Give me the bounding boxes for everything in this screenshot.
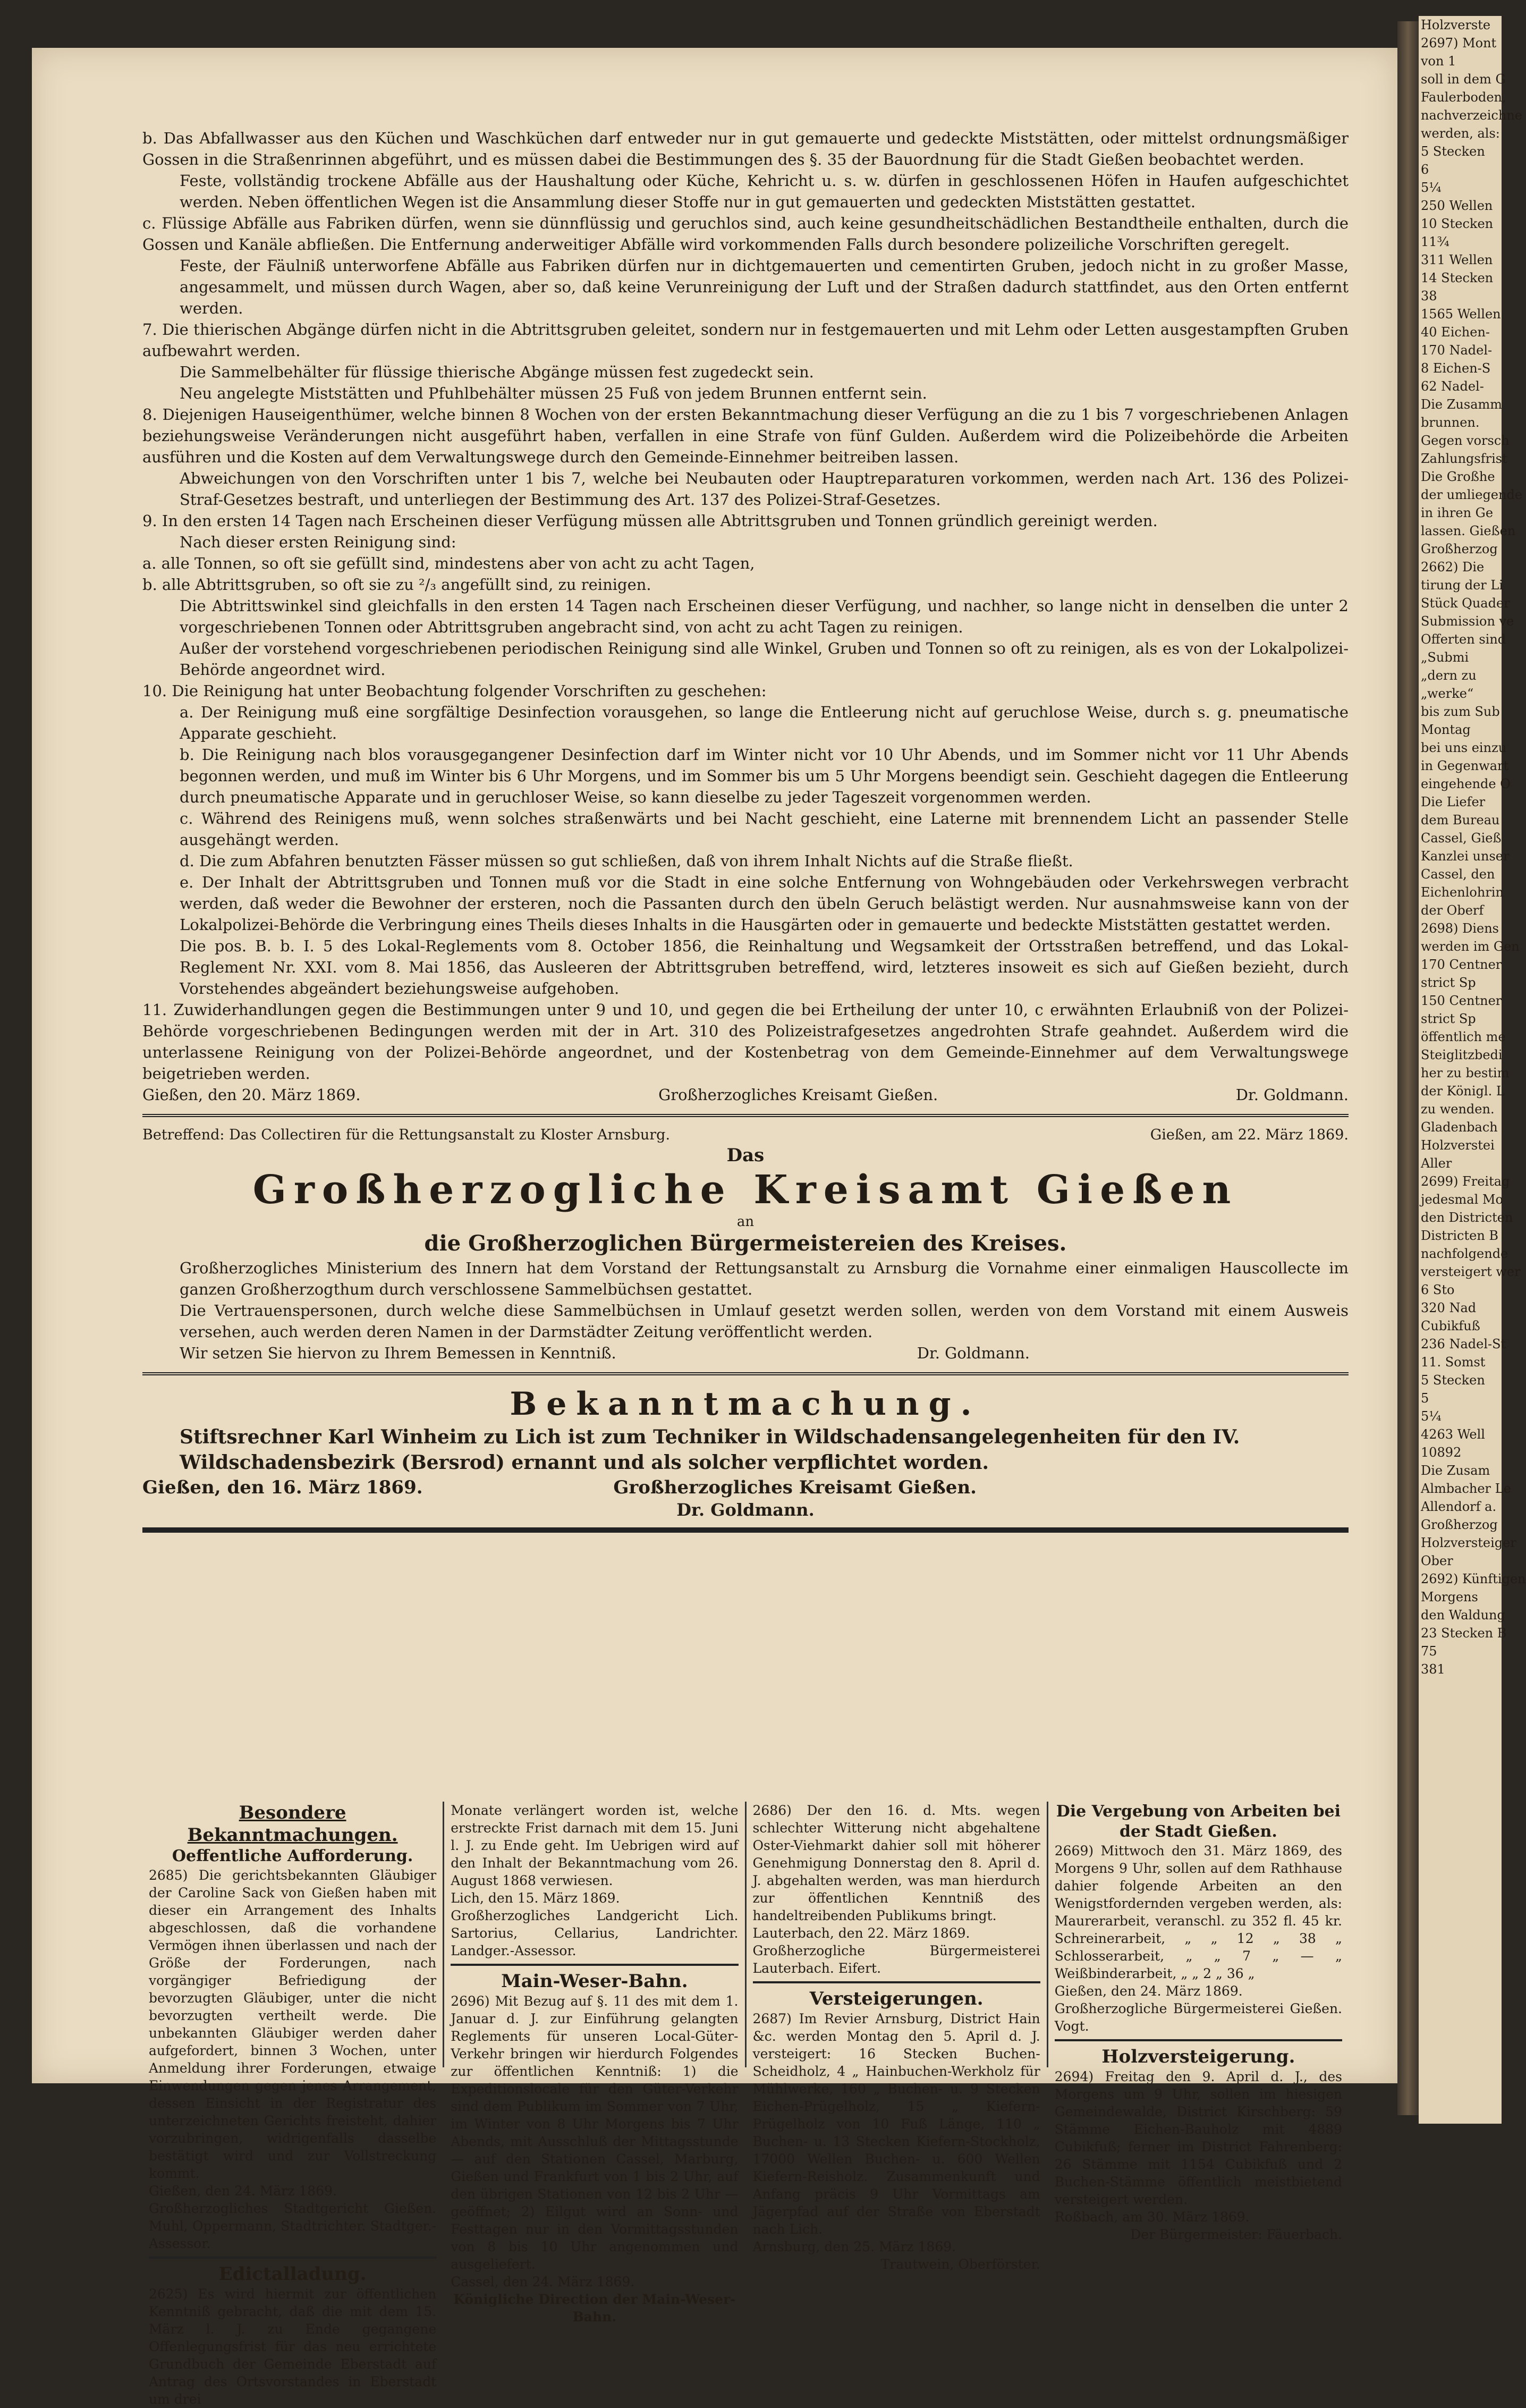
regulation-paragraph: Abweichungen von den Vorschriften unter 1 bis 7, welche bei Neubauten oder Hauptreparaturen vorkommen, werden nach Art. 136 des Polizei-Straf-Gesetzes bestraft, und unterliegen der Bestimmung des Art. 137 des Polizei-Straf-Gesetzes.	[180, 469, 1349, 509]
regulation-paragraph: a. Der Reinigung muß eine sorgfältige Desinfection vorausgehen, so lange die Entleerung nicht auf geruchlose Weise, durch s. g. pneumatische Apparate geschieht.	[180, 703, 1349, 742]
adjacent-page-text: 2697) Mont	[1421, 36, 1497, 50]
adjacent-page-text: 2698) Diens	[1421, 921, 1499, 936]
adjacent-page-text: Holzverstei	[1421, 1138, 1495, 1153]
col1-signature: Großherzogliches Stadtgericht Gießen. Muhl, Oppermann, Stadtrichter. Stadtger.-Assessor.	[149, 2201, 437, 2251]
bekanntmachung-title: Bekanntmachung.	[510, 1385, 981, 1423]
kreisamt-body-3: Wir setzen Sie hiervon zu Ihrem Bemessen in Kenntniß.	[180, 1344, 616, 1362]
adjacent-page-text: 2699) Freitag	[1421, 1174, 1510, 1189]
col2-divider	[451, 1964, 738, 1966]
adjacent-page-text: der umliegende	[1421, 487, 1523, 502]
adjacent-page-text: den Districten	[1421, 1210, 1513, 1225]
col3-signature: Großherzogliche Bürgermeisterei Lauterbach. Eifert.	[752, 1943, 1040, 1976]
section-divider	[142, 1114, 1349, 1117]
col2-date-2: Cassel, den 24. März 1869.	[451, 2274, 635, 2289]
adjacent-page-text: 10 Stecken	[1421, 216, 1494, 231]
adjacent-page-text: Submission ve	[1421, 614, 1514, 629]
col2-heading: Main-Weser-Bahn.	[501, 1971, 688, 1992]
col3-body-2: 2687) Im Revier Arnsburg, District Hain &c. werden Montag den 5. April d. J. versteigert: 16 Stecken Buchen-Scheidholz, 4 „ Hainbuchen-Werkholz für Mühlwerke, 160 „ Buchen- u. 9 Stecken Eichen-Prügelholz, 15 „ Kiefern-Prügelholz von 10 Fuß Länge, 110 „ Buchen- u. 13 Stecken Kiefern-Stockholz, 17000 Wellen Buchen- u. 600 Wellen Kiefern-Reisholz. Zusammenkunft und Anfang präcis 9 Uhr Vormittags am Jägerpfad auf der Straße von Eberstadt nach Lich.	[752, 2011, 1040, 2237]
adjacent-page-text: 311 Wellen	[1421, 252, 1493, 267]
adjacent-page-text: Almbacher Le	[1421, 1481, 1511, 1496]
adjacent-page-text: 381	[1421, 1662, 1445, 1677]
col4-date-2: Roßbach, am 30. März 1869.	[1054, 2209, 1250, 2225]
adjacent-page-text: Kanzlei unser	[1421, 849, 1510, 864]
adjacent-page-text: Gladenbach	[1421, 1120, 1498, 1135]
adjacent-page-text: jedesmal Mo	[1421, 1192, 1503, 1207]
announcement-columns	[142, 1802, 1349, 2407]
col1-body: 2685) Die gerichtsbekannten Gläubiger der Caroline Sack von Gießen haben mit dieser ein Arrangement des Inhalts abgeschlossen, daß die vorhandene Vermögen ihnen überlassen und nach der Größe der Forderungen, nach vorgängiger Befriedigung der bevorzugten Gläubiger, unter die nicht bevorzugten vertheilt werde. Die unbekannten Gläubiger werden daher aufgefordert, binnen 3 Wochen, unter Anmeldung ihrer Forderungen, etwaige Einwendungen gegen jenes Arrangement, dessen Einsicht in der Registratur des unterzeichneten Gerichts freisteht, dahier vorzubringen, widrigenfalls dasselbe bestätigt wird und zur Vollstreckung kommt.	[149, 1868, 437, 2181]
adjacent-page-text: 6 Sto	[1421, 1282, 1455, 1297]
adjacent-page-text: Allendorf a.	[1421, 1499, 1497, 1514]
col1-subheading: Oeffentliche Aufforderung.	[172, 1847, 413, 1865]
adjacent-page-text: Cubikfuß	[1421, 1319, 1480, 1333]
column-2	[444, 1802, 746, 2325]
adjacent-page-text: 75	[1421, 1644, 1437, 1659]
adjacent-page-text: 11¾	[1421, 234, 1449, 249]
col2-signature: Großherzogliches Landgericht Lich. Sartorius, Cellarius, Landrichter. Landger.-Assessor.	[451, 1908, 739, 1958]
heavy-divider	[142, 1527, 1349, 1533]
adjacent-page-text: 11. Somst	[1421, 1355, 1486, 1370]
regulation-paragraph: Nach dieser ersten Reinigung sind:	[180, 533, 456, 551]
regulation-paragraph: Außer der vorstehend vorgeschriebenen periodischen Reinigung sind alle Winkel, Gruben und Tonnen so oft zu reinigen, als es von der Lokalpolizei-Behörde angeordnet wird.	[180, 639, 1349, 679]
col4-date: Gießen, den 24. März 1869.	[1054, 1983, 1243, 1999]
regulation-paragraphs	[142, 128, 1349, 1084]
adjacent-page-edge	[1419, 16, 1526, 2124]
col4-signature-2: Der Bürgermeister: Fäuerbach.	[1130, 2227, 1342, 2242]
regulation-paragraph: 11. Zuwiderhandlungen gegen die Bestimmungen unter 9 und 10, und gegen die bei Ertheilung der unter 10, c erwähnten Erlaubniß von der Polizei-Behörde vorgeschriebenen Bedingungen werden mit der in Art. 310 des Polizeistrafgesetzes angedrohten Strafe geahndet. Außerdem wird die unterlassene Reinigung von der Polizei-Behörde angeordnet, und der Kostenbetrag von dem Gemeinde-Einnehmer auf dem Verwaltungswege beigetrieben werden.	[142, 1001, 1349, 1083]
adjacent-page-text: 8 Eichen-S	[1421, 361, 1491, 376]
adjacent-page-text: 170 Nadel-	[1421, 343, 1493, 358]
adjacent-page-text: 250 Wellen	[1421, 198, 1493, 213]
adjacent-page-text: 4263 Well	[1421, 1427, 1485, 1442]
kreisamt-subtitle: die Großherzoglichen Bürgermeistereien des Kreises.	[424, 1231, 1067, 1256]
kreisamt-signature: Dr. Goldmann.	[917, 1344, 1030, 1362]
bekanntmachung-body: Stiftsrechner Karl Winheim zu Lich ist zum Techniker in Wildschadensangelegenheiten für den IV. Wildschadensbezirk (Bersrod) ernannt und als solcher verpflichtet worden.	[180, 1426, 1240, 1474]
adjacent-page-text: werden, als:	[1421, 126, 1500, 141]
adjacent-page-text: Steiglitzbedi	[1421, 1047, 1503, 1062]
adjacent-page-text: 5 Stecken	[1421, 144, 1485, 159]
adjacent-page-text: Großherzog	[1421, 1517, 1498, 1532]
col1-body-2: 2625) Es wird hiermit zur öffentlichen Kenntniß gebracht, daß die mit dem 15. März l. J. zu Ende gegangene Offenlegungsfrist für das neu errichtete Grundbuch der Gemeinde Eberstadt auf Antrag des Ortsvorstandes in Eberstadt um drei	[149, 2286, 437, 2407]
regulation-paragraph: e. Der Inhalt der Abtrittsgruben und Tonnen muß vor die Stadt in eine solche Entfernung von Wohngebäuden oder Verkehrswegen verbracht werden, daß weder die Bewohner der ersteren, noch die Passanten durch den übeln Geruch belästigt werden. Nur ausnahmsweise kann von der Lokalpolizei-Behörde die Verbringung eines Theils dieses Inhalts in die Hausgärten oder in gemauerte und bedeckte Miststätten gestattet werden.	[180, 873, 1349, 934]
adjacent-page-text: „werke“	[1421, 686, 1474, 701]
regulation-paragraph: 10. Die Reinigung hat unter Beobachtung folgender Vorschriften zu geschehen:	[142, 682, 767, 700]
col4-heading: Die Vergebung von Arbeiten bei der Stadt Gießen.	[1056, 1802, 1341, 1841]
adjacent-page-text: Großherzog	[1421, 542, 1498, 556]
regulation-paragraph: 7. Die thierischen Abgänge dürfen nicht in die Abtrittsgruben geleitet, sondern nur in festgemauerten und mit Lehm oder Letten ausgestampften Gruben aufbewahrt werden.	[142, 320, 1349, 360]
adjacent-page-text: Faulerboden,	[1421, 90, 1506, 105]
col3-heading: Versteigerungen.	[809, 1988, 984, 2009]
adjacent-page-text: den Waldung	[1421, 1608, 1505, 1623]
kreisamt-body-1: Großherzogliches Ministerium des Innern hat dem Vorstand der Rettungsanstalt zu Arnsburg die Vornahme einer einmaligen Hauscollecte im ganzen Großherzogthum durch verschlossene Sammelbüchsen gestattet.	[180, 1259, 1349, 1298]
adjacent-page-text: Morgens	[1421, 1590, 1478, 1604]
adjacent-page-text: eingehende O	[1421, 776, 1511, 791]
book-gutter	[1397, 21, 1419, 2115]
signature-row	[142, 1084, 1349, 1105]
col4-body: 2669) Mittwoch den 31. März 1869, des Morgens 9 Uhr, sollen auf dem Rathhause dahier folgende Arbeiten an den Wenigstfordernden vergeben werden, als: Maurerarbeit, veranschl. zu 352 fl. 45 kr. Schreinerarbeit, „ „ 12 „ 38 „ Schlosserarbeit, „ „ 7 „ — „ Weißbinderarbeit, „ „ 2 „ 36 „	[1054, 1843, 1342, 1981]
regulation-paragraph: c. Flüssige Abfälle aus Fabriken dürfen, wenn sie dünnflüssig und geruchlos sind, auch keine gesundheitschädlichen Bestandtheile enthalten, durch die Gossen und Kanäle abfließen. Die Entfernung anderweitiger Abfälle wird vorkommenden Falls durch besondere polizeiliche Vorschriften geregelt.	[142, 214, 1349, 254]
adjacent-page-text: 2662) Die	[1421, 560, 1485, 574]
bekanntmachung-name: Dr. Goldmann.	[676, 1500, 815, 1520]
adjacent-page-text: von 1	[1421, 54, 1456, 69]
adjacent-page-text: Holzverste	[1421, 18, 1491, 32]
adjacent-page-text: Holzversteiger	[1421, 1535, 1516, 1550]
adjacent-page-text: zu wenden.	[1421, 1102, 1495, 1117]
adjacent-page-text: „Submi	[1421, 650, 1469, 665]
regulation-paragraph: Feste, der Fäulniß unterworfene Abfälle aus Fabriken dürfen nur in dichtgemauerten und cementirten Gruben, jedoch nicht in zu großer Masse, angesammelt, und müssen durch Wagen, aber so, daß keine Verunreinigung der Luft und der Straßen dadurch stattfindet, aus den Orten entfernt werden.	[180, 257, 1349, 317]
adjacent-page-text: Montag	[1421, 722, 1471, 737]
col1-divider	[149, 2257, 436, 2259]
col1-heading: Besondere Bekanntmachungen.	[187, 1802, 398, 1846]
regulation-paragraph: c. Während des Reinigens muß, wenn solches straßenwärts und bei Nacht geschieht, eine Laterne mit brennendem Licht an passender Stelle ausgehängt werden.	[180, 809, 1349, 849]
column-3	[747, 1802, 1048, 2272]
adjacent-page-text: Zahlungsfrist	[1421, 451, 1507, 466]
adjacent-page-text: 5 Stecken	[1421, 1373, 1485, 1388]
regulation-paragraph: Die Abtrittswinkel sind gleichfalls in den ersten 14 Tagen nach Erscheinen dieser Verfügung, und nachher, so lange nicht in denselben die unter 2 vorgeschriebenen Tonnen oder Abtrittsgruben angebracht sind, von acht zu acht Tagen zu reinigen.	[180, 597, 1349, 636]
adjacent-page-text: dem Bureau	[1421, 813, 1500, 827]
adjacent-page-text: in ihren Ge	[1421, 505, 1494, 520]
adjacent-page-text: öffentlich me	[1421, 1029, 1506, 1044]
adjacent-page-text: 62 Nadel-	[1421, 379, 1484, 394]
adjacent-page-text: Districten B	[1421, 1228, 1499, 1243]
adjacent-page-text: Die Liefer	[1421, 795, 1486, 809]
adjacent-page-text: „dern zu	[1421, 668, 1477, 683]
col2-body: Monate verlängert worden ist, welche erstreckte Frist darnach mit dem 15. Juni l. J. zu Ende geht. Im Uebrigen wird auf den Inhalt der Bekanntmachung vom 26. August 1868 verwiesen.	[451, 1803, 739, 1888]
adjacent-page-text: nachverzeichne	[1421, 108, 1522, 123]
adjacent-page-text: 5¼	[1421, 180, 1442, 195]
adjacent-page-text: 23 Stecken B	[1421, 1626, 1507, 1641]
bekanntmachung-sign-row	[142, 1475, 1349, 1500]
kreisamt-das: Das	[726, 1145, 765, 1166]
col4-divider	[1055, 2039, 1342, 2041]
kreisamt-body-2: Die Vertrauenspersonen, durch welche diese Sammelbüchsen in Umlauf gesetzt werden sollen, werden von dem Vorstand mit einem Ausweis versehen, auch werden deren Namen in der Darmstädter Zeitung veröffentlicht werden.	[180, 1302, 1349, 1341]
adjacent-page-text: strict Sp	[1421, 975, 1476, 990]
adjacent-page-text: her zu bestim	[1421, 1066, 1510, 1080]
adjacent-page-text: bis zum Sub	[1421, 704, 1500, 719]
adjacent-page-text: werden im Gen	[1421, 939, 1520, 954]
col3-divider	[753, 1981, 1040, 1983]
adjacent-page-text: 5¼	[1421, 1409, 1442, 1424]
signature-name: Dr. Goldmann.	[1235, 1086, 1349, 1104]
adjacent-page-text: 320 Nad	[1421, 1300, 1477, 1315]
adjacent-page-text: 236 Nadel-St	[1421, 1337, 1506, 1351]
adjacent-page-text: Gegen vorsch	[1421, 433, 1510, 448]
regulation-paragraph: Die pos. B. b. I. 5 des Lokal-Reglements vom 8. October 1856, die Reinhaltung und Wegsamkeit der Ortsstraßen betreffend, und das Lokal-Reglement Nr. XXI. vom 8. Mai 1856, das Ausleeren der Abtrittsgruben betreffend, wird, letzteres insoweit es sich auf Gießen bezieht, durch Vorstehendes abgeändert beziehungsweise aufgehoben.	[180, 937, 1349, 998]
adjacent-page-text: versteigert wer	[1421, 1264, 1521, 1279]
column-4	[1048, 1802, 1349, 2242]
adjacent-page-text: 6	[1421, 162, 1429, 177]
col1-heading-2: Edictalladung.	[218, 2263, 367, 2285]
col3-signature-2: Trautwein, Oberförster.	[880, 2257, 1040, 2272]
adjacent-page-text: Die Zusamm	[1421, 397, 1503, 412]
adjacent-page-text: lassen. Gießen	[1421, 523, 1516, 538]
regulation-paragraph: b. Die Reinigung nach blos vorausgegangener Desinfection darf im Winter nicht vor 10 Uhr Abends, und im Sommer nicht vor 11 Uhr Abends begonnen werden, und muß im Winter bis 6 Uhr Morgens, und im Sommer bis um 5 Uhr Morgens beendigt sein. Geschieht dagegen die Entleerung durch pneumatische Apparate und in geruchloser Weise, so kann dieselbe zu jeder Tageszeit vorgenommen werden.	[180, 746, 1349, 806]
adjacent-page-text: bei uns einzu	[1421, 740, 1507, 755]
regulation-paragraph: 8. Diejenigen Hauseigenthümer, welche binnen 8 Wochen von der ersten Bekanntmachung dieser Verfügung an die zu 1 bis 7 vorgeschriebenen Anlagen beziehungsweise Veränderungen nicht ausgeführt haben, verfallen in eine Strafe von fünf Gulden. Außerdem wird die Polizeibehörde die Arbeiten ausführen und die Kosten auf dem Verwaltungswege durch den Gemeinde-Einnehmer beitreiben lassen.	[142, 405, 1349, 466]
adjacent-page-text: Cassel, den	[1421, 867, 1495, 882]
main-text-block	[142, 128, 1349, 1535]
adjacent-page-text: Cassel, Gieß	[1421, 831, 1502, 846]
adjacent-page-text: 1565 Wellen	[1421, 307, 1501, 322]
adjacent-page-text: der Königl. L	[1421, 1084, 1505, 1099]
signature-place-date: Gießen, den 20. März 1869.	[142, 1086, 361, 1104]
kreisamt-closing	[142, 1342, 1349, 1364]
adjacent-page-text: nachfolgende	[1421, 1246, 1508, 1261]
regulation-paragraph: b. Das Abfallwasser aus den Küchen und Waschküchen darf entweder nur in gut gemauerte und gedeckte Miststätten, oder mittelst ordnungsmäßiger Gossen in die Straßenrinnen abgeführt, und es müssen dabei die Bestimmungen des §. 35 der Bauordnung für die Stadt Gießen beobachtet werden.	[142, 129, 1349, 168]
adjacent-page-text: in Gegenwart	[1421, 758, 1509, 773]
adjacent-page-text: 38	[1421, 289, 1437, 303]
section-divider-2	[142, 1372, 1349, 1375]
col1-date: Gießen, den 24. März 1869.	[149, 2183, 337, 2199]
adjacent-page-text: Ober	[1421, 1553, 1453, 1568]
col3-date: Lauterbach, den 22. März 1869.	[752, 1925, 970, 1941]
col2-signature-2: Königliche Direction der Main-Weser-Bahn.	[453, 2292, 736, 2325]
kreisamt-an: an	[736, 1214, 754, 1230]
regulation-paragraph: Neu angelegte Miststätten und Pfuhlbehälter müssen 25 Fuß von jedem Brunnen entfernt sein.	[180, 384, 927, 402]
col4-heading-2: Holzversteigerung.	[1101, 2046, 1295, 2067]
regulation-paragraph: b. alle Abtrittsgruben, so oft sie zu ²/₃ angefüllt sind, zu reinigen.	[142, 576, 651, 594]
adjacent-page-text: 10892	[1421, 1445, 1462, 1460]
adjacent-page-text: 170 Centner	[1421, 957, 1502, 972]
signature-office: Großherzogliches Kreisamt Gießen.	[658, 1086, 938, 1104]
adjacent-page-text: Die Zusam	[1421, 1463, 1490, 1478]
adjacent-page-text: 5	[1421, 1391, 1429, 1406]
bekanntmachung-place: Gießen, den 16. März 1869.	[142, 1477, 423, 1498]
col2-body-2: 2696) Mit Bezug auf §. 11 des mit dem 1. Januar d. J. zur Einführung gelangten Reglements für unseren Local-Güter-Verkehr bringen wir hierdurch Folgendes zur öffentlichen Kenntniß: 1) die Expeditionslocale für den Güter-Verkehr sind dem Publikum im Sommer von 7 Uhr, im Winter von 8 Uhr Morgens bis 7 Uhr Abends, mit Ausschluß der Mittagsstunde — auf den Stationen Cassel, Marburg, Gießen und Frankfurt von 1 bis 2 Uhr, auf den übrigen Stationen von 12 bis 2 Uhr — geöffnet; 2) Eilgut wird an Sonn- und Festtagen nur in den Vormittagsstunden von 8 bis 10 Uhr angenommen und ausgeliefert.	[451, 1993, 739, 2272]
column-1	[142, 1802, 444, 2407]
regulation-paragraph: Feste, vollständig trockene Abfälle aus der Haushaltung oder Küche, Kehricht u. s. w. dürfen in geschlossenen Höfen in Haufen aufgeschichtet werden. Neben öffentlichen Wegen ist die Ansammlung dieser Stoffe nur in gut gemauerten und gedeckten Miststätten gestattet.	[180, 172, 1349, 211]
col3-body: 2686) Der den 16. d. Mts. wegen schlechter Witterung nicht abgehaltene Oster-Viehmarkt dahier soll mit höherer Genehmigung Donnerstag den 8. April d. J. abgehalten werden, was man hierdurch zur öffentlichen Kenntniß des handeltreibenden Publikums bringt.	[752, 1803, 1040, 1923]
adjacent-page-text: 40 Eichen-	[1421, 325, 1490, 340]
adjacent-page-text: tirung der Li	[1421, 578, 1503, 593]
adjacent-page-text: 2692) Künftigen	[1421, 1571, 1526, 1586]
col4-signature: Großherzogliche Bürgermeisterei Gießen. Vogt.	[1054, 2001, 1342, 2034]
regulation-paragraph: d. Die zum Abfahren benutzten Fässer müssen so gut schließen, daß von ihrem Inhalt Nichts auf die Straße fließt.	[180, 852, 1073, 870]
adjacent-page-text: brunnen.	[1421, 415, 1480, 430]
col4-body-2: 2694) Freitag den 9. April d. J., des Morgens um 9 Uhr, sollen im hiesigen Gemeindewalde, District Kirschberg: 59 Stämme Eichen-Bauholz mit 4889 Cubikfuß; ferner im District Fahrenberg: 26 Stämme mit 1154 Cubikfuß und 2 Buchen-Stämme öffentlich meistbietend versteigert werden.	[1054, 2069, 1342, 2207]
regulation-paragraph: 9. In den ersten 14 Tagen nach Erscheinen dieser Verfügung müssen alle Abtrittsgruben und Tonnen gründlich gereinigt werden.	[142, 512, 1158, 530]
adjacent-page-text: Stück Quader	[1421, 596, 1510, 611]
adjacent-page-text: 150 Centner	[1421, 993, 1502, 1008]
col3-date-2: Arnsburg, den 25. März 1869.	[752, 2239, 956, 2254]
col2-date: Lich, den 15. März 1869.	[451, 1890, 620, 1906]
adjacent-page-text: strict Sp	[1421, 1011, 1476, 1026]
betreff-line: Betreffend: Das Collectiren für die Rettungsanstalt zu Kloster Arnsburg.	[142, 1127, 671, 1143]
adjacent-page-text: soll in dem G	[1421, 72, 1506, 87]
adjacent-page-text: Aller	[1421, 1156, 1452, 1171]
regulation-paragraph: a. alle Tonnen, so oft sie gefüllt sind, mindestens aber von acht zu acht Tagen,	[142, 554, 755, 572]
bekanntmachung-office: Großherzogliches Kreisamt Gießen.	[613, 1477, 977, 1498]
kreisamt-date: Gießen, am 22. März 1869.	[1150, 1127, 1349, 1143]
adjacent-page-text: 14 Stecken	[1421, 271, 1494, 285]
adjacent-page-text: der Oberf	[1421, 903, 1484, 918]
regulation-paragraph: Die Sammelbehälter für flüssige thierische Abgänge müssen fest zugedeckt sein.	[180, 363, 814, 381]
kreisamt-title: Großherzogliche Kreisamt Gießen	[252, 1167, 1239, 1213]
adjacent-page-text: Die Großhe	[1421, 469, 1495, 484]
adjacent-page-text: Offerten sind	[1421, 632, 1506, 647]
adjacent-page-text: Eichenlohrin	[1421, 885, 1504, 900]
